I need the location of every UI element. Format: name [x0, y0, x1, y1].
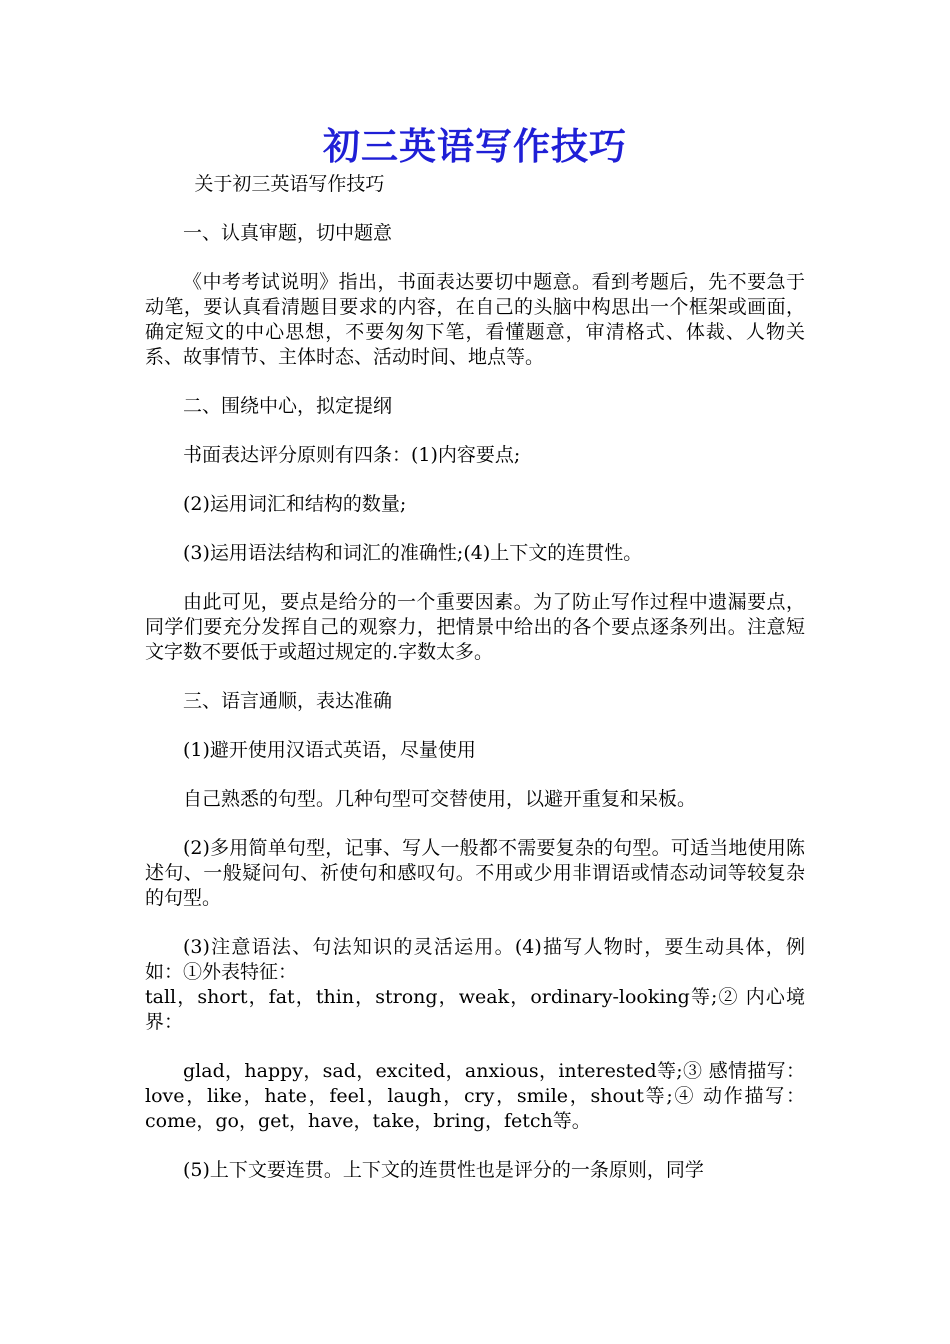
subtitle-paragraph: 关于初三英语写作技巧: [194, 173, 385, 195]
section-heading-1: 一、认真审题，切中题意: [183, 222, 393, 244]
body-paragraph: (2)多用简单句型，记事、写人一般都不需要复杂的句型。可适当地使用陈述句、一般疑问句、祈使句和感叹句。不用或少用非谓语或情态动词等较复杂的句型。: [145, 837, 805, 909]
section-heading-3: 三、语言通顺，表达准确: [183, 690, 393, 712]
body-paragraph: (5)上下文要连贯。上下文的连贯性也是评分的一条原则，同学: [183, 1159, 704, 1181]
section-heading-2: 二、围绕中心，拟定提纲: [183, 395, 393, 417]
body-paragraph: (1)避开使用汉语式英语，尽量使用: [183, 739, 476, 761]
body-paragraph: 书面表达评分原则有四条：(1)内容要点;: [183, 444, 521, 466]
body-paragraph: (3)运用语法结构和词汇的准确性;(4)上下文的连贯性。: [183, 542, 643, 564]
body-paragraph: glad，happy，sad，excited，anxious，interested等;③ 感情描写：love，like，hate，feel，laugh，cry，smile，shout等;④ 动作描写：come，go，get，have，take，bring，fetch等。: [145, 1060, 805, 1132]
body-paragraph: (3)注意语法、句法知识的灵活运用。(4)描写人物时，要生动具体，例如：①外表特征：: [145, 936, 805, 983]
document-body: [145, 122, 805, 1183]
body-paragraph: 《中考考试说明》指出，书面表达要切中题意。看到考题后，先不要急于动笔，要认真看清题目要求的内容，在自己的头脑中构思出一个框架或画面，确定短文的中心思想，不要匆匆下笔，看懂题意，审清格式、体裁、人物关系、故事情节、主体时态、活动时间、地点等。: [145, 271, 805, 368]
body-paragraph: (2)运用词汇和结构的数量;: [183, 493, 407, 515]
body-paragraph: 由此可见，要点是给分的一个重要因素。为了防止写作过程中遗漏要点，同学们要充分发挥自己的观察力，把情景中给出的各个要点逐条列出。注意短文字数不要低于或超过规定的.字数太多。: [145, 591, 805, 663]
body-paragraph: 自己熟悉的句型。几种句型可交替使用，以避开重复和呆板。: [183, 788, 697, 810]
body-paragraph: tall，short，fat，thin，strong，weak，ordinary-looking等;② 内心境界：: [145, 986, 805, 1033]
document-title: 初三英语写作技巧: [323, 124, 627, 168]
